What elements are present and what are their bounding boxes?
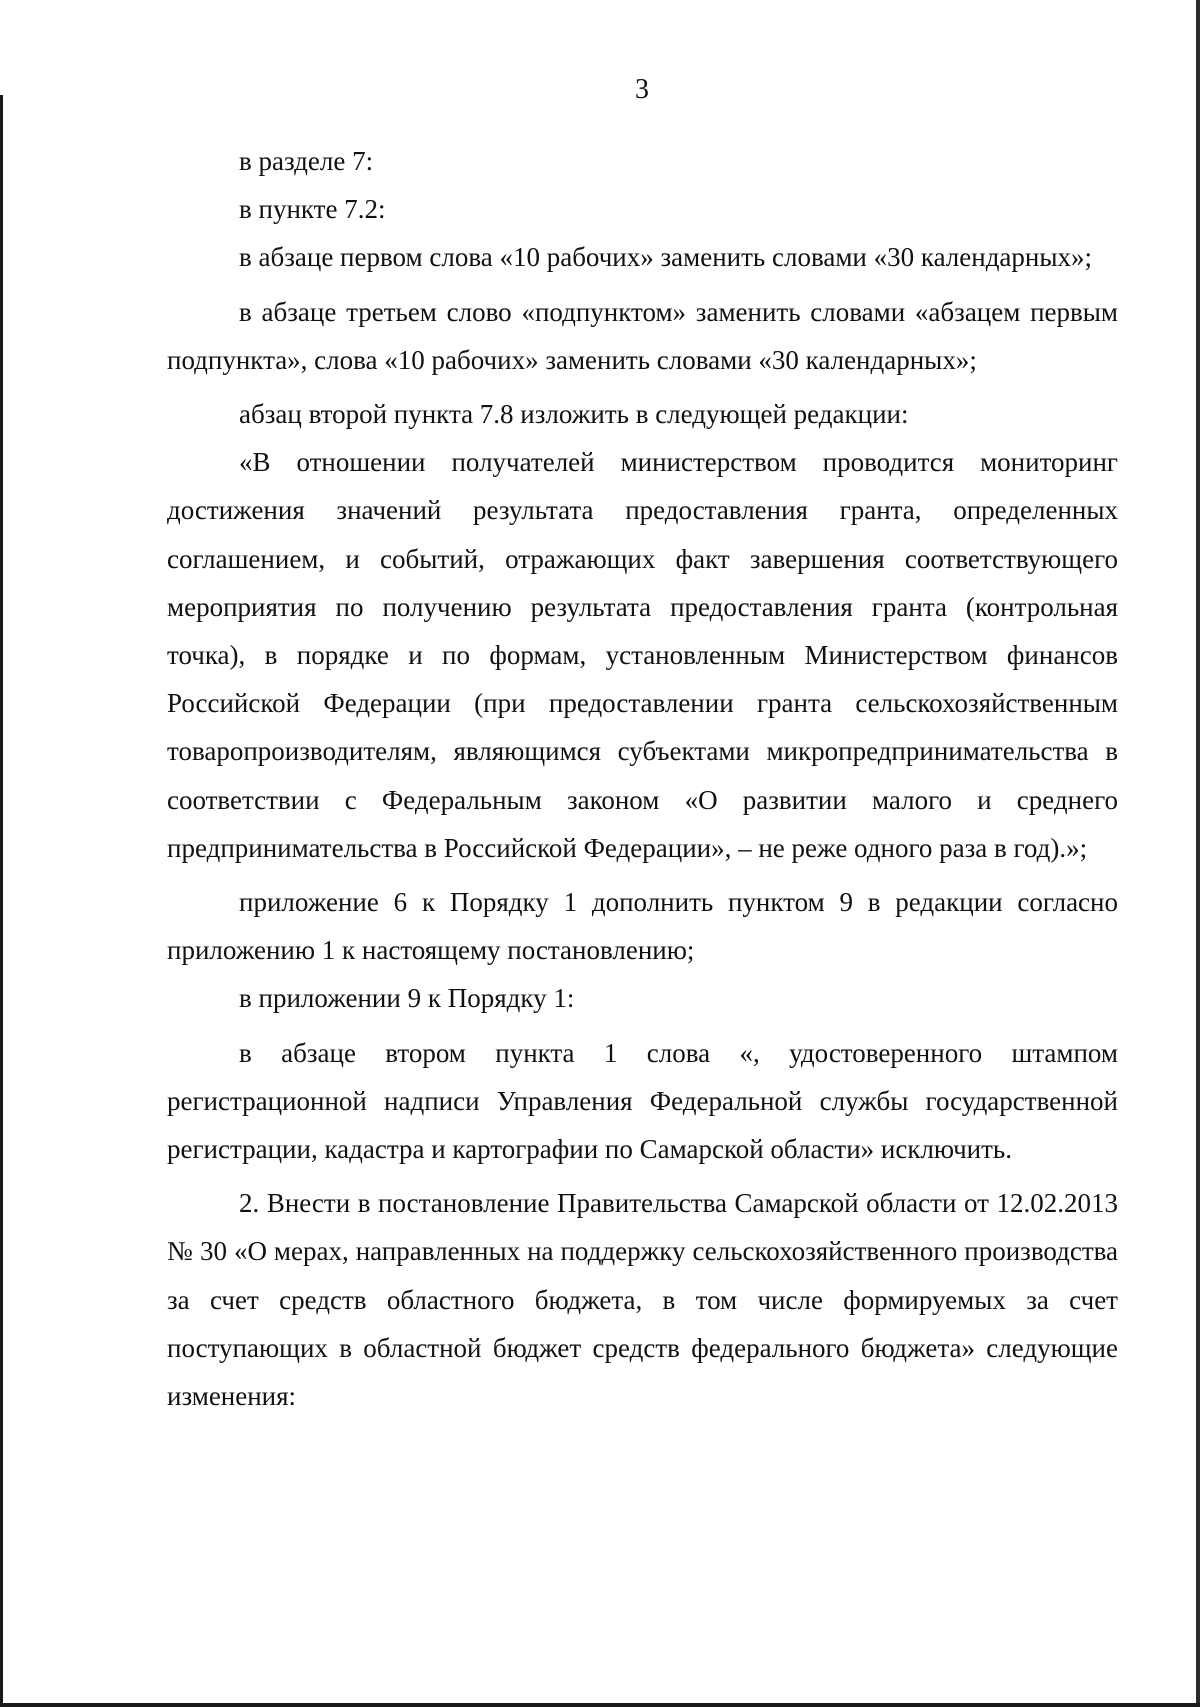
- paragraph-quoted-monitoring: «В отношении получателей министерством проводится мониторинг достижения значений результата предоставления гранта, определенных соглашением, и событий, отражающих факт завершения соответствующего мероприятия по получению результата предоставления гранта (контрольная точка), в порядке и по формам, установленным Министерством финансов Российской Федерации (при предоставлении гранта сельскохозяйственным товаропроизводителям, являющимся субъектами микропредпринимательства в соответствии с Федеральным законом «О развитии малого и среднего предпринимательства в Российской Федерации», – не реже одного раза в год).»;: [167, 447, 1118, 863]
- paragraph-resolution-2: 2. Внести в постановление Правительства Самарской области от 12.02.2013 № 30 «О мерах, направленных на поддержку сельскохозяйственного производства за счет средств областного бюджета, в том числе формируемых за счет поступающих в областной бюджет средств федерального бюджета» следующие изменения:: [167, 1188, 1118, 1412]
- paragraph-item-1-exclusion: в абзаце втором пункта 1 слова «, удостоверенного штампом регистрационной надписи Управления Федеральной службы государственной регистрации, кадастра и картографии по Самарской области» исключить.: [167, 1037, 1118, 1165]
- page-number: 3: [635, 74, 649, 105]
- paragraph-appendix-9: в приложении 9 к Порядку 1:: [239, 983, 575, 1014]
- paragraph-third-abzats: в абзаце третьем слово «подпунктом» заменить словами «абзацем первым подпункта», слова «10 рабочих» заменить словами «30 календарных»;: [167, 296, 1118, 375]
- paragraph-item-7-8: абзац второй пункта 7.8 изложить в следующей редакции:: [239, 399, 909, 430]
- paragraph-first-abzats: в абзаце первом слова «10 рабочих» заменить словами «30 календарных»;: [239, 242, 1093, 273]
- paragraph-appendix-6: приложение 6 к Порядку 1 дополнить пунктом 9 в редакции согласно приложению 1 к настоящему постановлению;: [167, 887, 1118, 966]
- scan-edge-right: [1196, 0, 1200, 1707]
- scan-edge-left: [0, 95, 3, 1707]
- scan-edge-bottom: [0, 1703, 1200, 1707]
- paragraph-item-7-2: в пункте 7.2:: [239, 194, 386, 225]
- paragraph-section-7: в разделе 7:: [239, 146, 374, 176]
- document-body: [167, 137, 1118, 1420]
